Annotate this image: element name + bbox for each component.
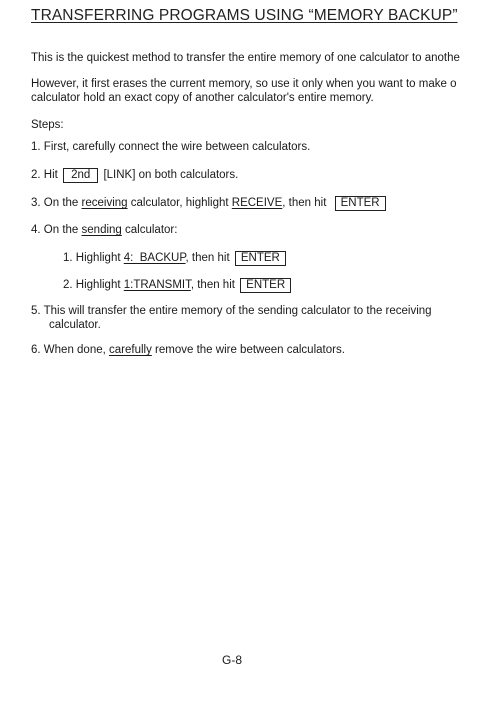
page-title: TRANSFERRING PROGRAMS USING “MEMORY BACKUP” xyxy=(31,7,458,24)
step-text: calculator: xyxy=(125,224,178,236)
step-5 xyxy=(31,305,432,317)
step-number: 6. xyxy=(31,344,41,356)
page-number: G-8 xyxy=(222,653,243,667)
step-3 xyxy=(31,196,388,211)
key-enter: ENTER xyxy=(235,251,286,266)
step-text: , then hit xyxy=(282,197,327,209)
step-6 xyxy=(31,344,345,356)
underlined-term: 4: BACKUP xyxy=(123,252,186,264)
step-text: Highlight xyxy=(75,279,121,291)
step-4 xyxy=(31,224,177,236)
step-4-2 xyxy=(63,278,293,293)
step-text: , then hit xyxy=(185,252,230,264)
step-number: 3. xyxy=(31,197,41,209)
key-enter: ENTER xyxy=(240,278,291,293)
step-4-1 xyxy=(63,251,288,266)
warning-line-1: However, it first erases the current memory, so use it only when you want to make o xyxy=(31,78,457,90)
step-5-continued: calculator. xyxy=(49,319,101,331)
key-2nd: 2nd xyxy=(63,168,98,183)
key-enter: ENTER xyxy=(335,196,386,211)
step-number: 1. xyxy=(63,252,73,264)
steps-label: Steps: xyxy=(31,119,64,131)
step-text: When done, xyxy=(43,344,106,356)
underlined-term: sending xyxy=(81,224,122,236)
underlined-term: receiving xyxy=(81,197,128,209)
underlined-term: carefully xyxy=(109,344,152,356)
step-text: remove the wire between calculators. xyxy=(155,344,345,356)
step-number: 2. xyxy=(31,169,41,181)
step-number: 1. xyxy=(31,141,41,153)
step-text: Hit xyxy=(43,169,58,181)
underlined-term: 1:TRANSMIT xyxy=(123,279,191,291)
step-text: calculator, highlight xyxy=(130,197,229,209)
step-text: First, carefully connect the wire between calculators. xyxy=(43,141,311,153)
intro-paragraph: This is the quickest method to transfer the entire memory of one calculator to anothe xyxy=(31,52,460,64)
step-1 xyxy=(31,141,310,153)
step-text: This will transfer the entire memory of the sending calculator to the receiving xyxy=(43,305,432,317)
underlined-term: RECEIVE xyxy=(231,197,283,209)
step-number: 2. xyxy=(63,279,73,291)
step-text: On the xyxy=(43,197,79,209)
step-number: 5. xyxy=(31,305,41,317)
step-number: 4. xyxy=(31,224,41,236)
warning-line-2: calculator hold an exact copy of another calculator's entire memory. xyxy=(31,92,374,104)
warning-paragraph xyxy=(31,77,456,105)
step-text: On the xyxy=(43,224,79,236)
step-text: Highlight xyxy=(75,252,121,264)
step-2 xyxy=(31,168,238,183)
step-text: [LINK] on both calculators. xyxy=(103,169,239,181)
step-text: , then hit xyxy=(190,279,235,291)
